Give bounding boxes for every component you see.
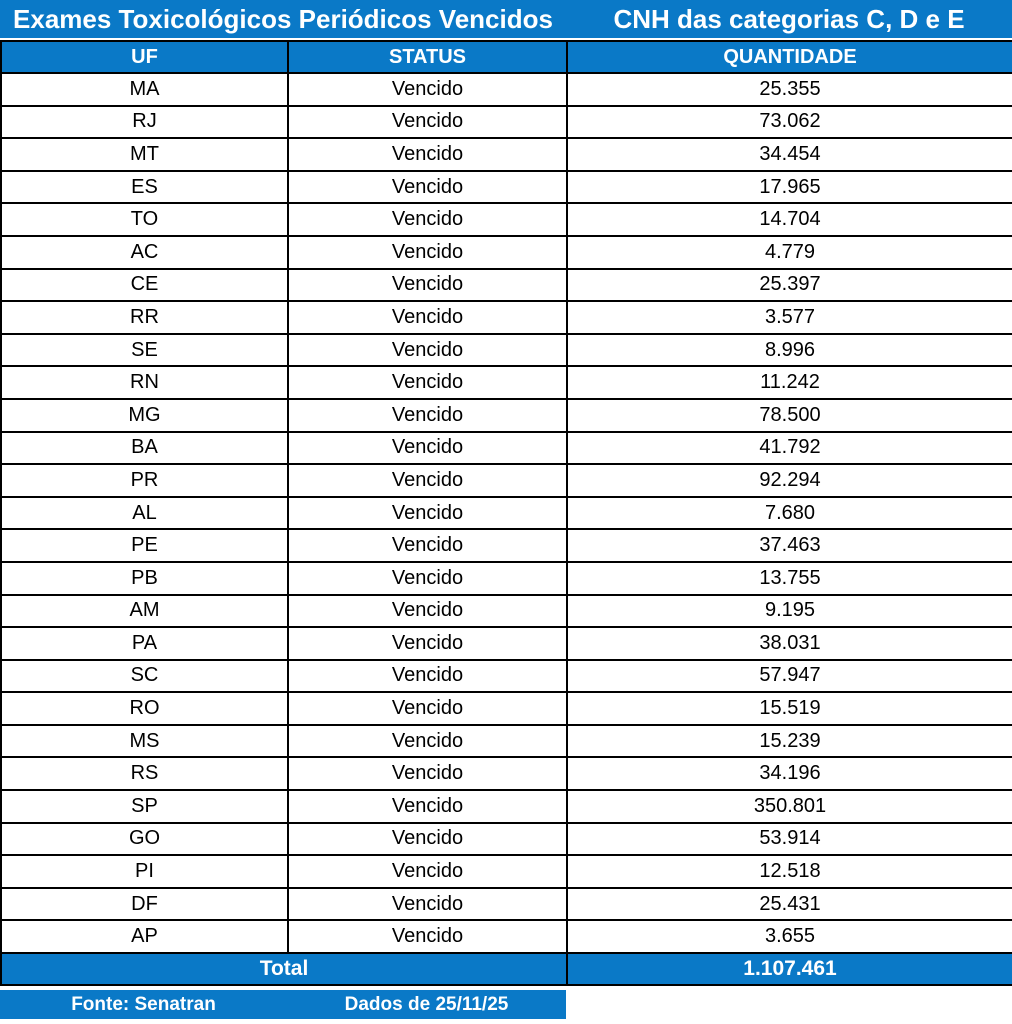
cell-status: Vencido [288,660,567,693]
cell-status: Vencido [288,790,567,823]
header-uf: UF [1,41,288,73]
cell-quantidade: 41.792 [567,432,1012,465]
cell-status: Vencido [288,627,567,660]
table-row [1,888,1012,921]
cell-uf: CE [1,269,288,302]
cell-uf: GO [1,823,288,856]
cell-uf: RO [1,692,288,725]
cell-uf: MA [1,73,288,106]
table-row [1,464,1012,497]
cell-quantidade: 53.914 [567,823,1012,856]
table-row [1,366,1012,399]
table-row [1,529,1012,562]
cell-uf: ES [1,171,288,204]
cell-status: Vencido [288,757,567,790]
table-row [1,171,1012,204]
cell-status: Vencido [288,920,567,953]
cell-uf: RN [1,366,288,399]
cell-quantidade: 73.062 [567,106,1012,139]
table-footer [1,953,1012,985]
cell-quantidade: 350.801 [567,790,1012,823]
table-row [1,497,1012,530]
cell-quantidade: 57.947 [567,660,1012,693]
total-label: Total [1,953,567,985]
cell-status: Vencido [288,334,567,367]
header-status: STATUS [288,41,567,73]
cell-status: Vencido [288,497,567,530]
cell-uf: MS [1,725,288,758]
cell-uf: MG [1,399,288,432]
header-row [1,41,1012,73]
page-title-left: Exames Toxicológicos Periódicos Vencidos [13,4,553,34]
table-header [1,41,1012,73]
cell-status: Vencido [288,595,567,628]
cell-uf: PE [1,529,288,562]
cell-status: Vencido [288,529,567,562]
cell-quantidade: 13.755 [567,562,1012,595]
table-row [1,73,1012,106]
cell-uf: PA [1,627,288,660]
table-row [1,399,1012,432]
cell-quantidade: 8.996 [567,334,1012,367]
cell-quantidade: 25.397 [567,269,1012,302]
table-row [1,138,1012,171]
cell-status: Vencido [288,236,567,269]
cell-status: Vencido [288,171,567,204]
cell-status: Vencido [288,432,567,465]
table-row [1,725,1012,758]
cell-quantidade: 34.454 [567,138,1012,171]
source-label: Fonte: Senatran [71,994,216,1016]
cell-quantidade: 25.431 [567,888,1012,921]
cell-uf: AC [1,236,288,269]
table-row [1,790,1012,823]
table-body [1,73,1012,953]
cell-quantidade: 14.704 [567,203,1012,236]
cell-uf: AM [1,595,288,628]
table-row [1,236,1012,269]
cell-uf: PB [1,562,288,595]
cell-uf: AP [1,920,288,953]
cell-quantidade: 3.655 [567,920,1012,953]
cell-quantidade: 7.680 [567,497,1012,530]
cell-status: Vencido [288,888,567,921]
cell-status: Vencido [288,366,567,399]
cell-uf: RS [1,757,288,790]
cell-uf: RR [1,301,288,334]
table-row [1,692,1012,725]
cell-uf: BA [1,432,288,465]
cell-quantidade: 37.463 [567,529,1012,562]
table-row [1,823,1012,856]
total-row [1,953,1012,985]
page-title-right: CNH das categorias C, D e E [613,4,965,34]
cell-uf: PR [1,464,288,497]
table-row [1,106,1012,139]
cell-quantidade: 9.195 [567,595,1012,628]
table-row [1,757,1012,790]
cell-status: Vencido [288,73,567,106]
table-row [1,660,1012,693]
cell-status: Vencido [288,106,567,139]
cell-quantidade: 25.355 [567,73,1012,106]
cell-uf: SP [1,790,288,823]
cell-quantidade: 17.965 [567,171,1012,204]
cell-quantidade: 78.500 [567,399,1012,432]
table-row [1,595,1012,628]
table-row [1,562,1012,595]
exams-table [0,40,1012,986]
cell-quantidade: 11.242 [567,366,1012,399]
cell-uf: RJ [1,106,288,139]
cell-status: Vencido [288,138,567,171]
table-row [1,269,1012,302]
table-row [1,627,1012,660]
table-row [1,855,1012,888]
cell-uf: TO [1,203,288,236]
table-row [1,920,1012,953]
cell-status: Vencido [288,399,567,432]
cell-status: Vencido [288,823,567,856]
cell-quantidade: 3.577 [567,301,1012,334]
cell-quantidade: 4.779 [567,236,1012,269]
cell-quantidade: 38.031 [567,627,1012,660]
cell-status: Vencido [288,692,567,725]
cell-uf: DF [1,888,288,921]
cell-status: Vencido [288,562,567,595]
cell-quantidade: 34.196 [567,757,1012,790]
total-value: 1.107.461 [567,953,1012,985]
table-row [1,432,1012,465]
cell-uf: SE [1,334,288,367]
cell-status: Vencido [288,203,567,236]
table-row [1,301,1012,334]
table-row [1,334,1012,367]
cell-status: Vencido [288,269,567,302]
source-footer [0,990,566,1019]
cell-uf: PI [1,855,288,888]
cell-quantidade: 92.294 [567,464,1012,497]
header-quantidade: QUANTIDADE [567,41,1012,73]
data-date-label: Dados de 25/11/25 [344,994,509,1016]
cell-quantidade: 15.239 [567,725,1012,758]
cell-status: Vencido [288,301,567,334]
table-row [1,203,1012,236]
cell-uf: SC [1,660,288,693]
cell-uf: AL [1,497,288,530]
cell-quantidade: 12.518 [567,855,1012,888]
cell-status: Vencido [288,464,567,497]
cell-status: Vencido [288,855,567,888]
cell-status: Vencido [288,725,567,758]
cell-uf: MT [1,138,288,171]
cell-quantidade: 15.519 [567,692,1012,725]
title-bar [0,0,1012,38]
